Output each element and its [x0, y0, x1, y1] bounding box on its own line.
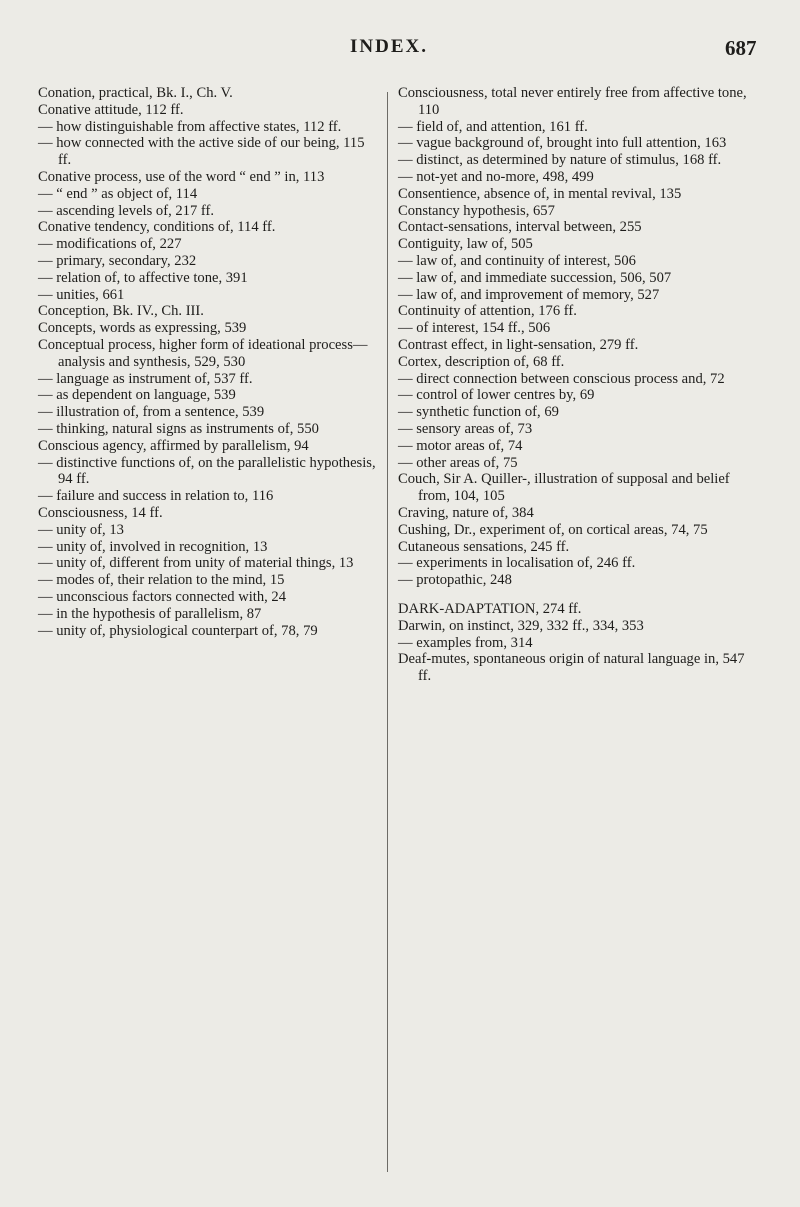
index-entry: — how connected with the active side of our being, 115 ff. [38, 135, 365, 169]
index-entry: Craving, nature of, 384 [398, 504, 534, 521]
index-entry: — unity of, involved in recognition, 13 [38, 538, 268, 555]
index-entry: Cushing, Dr., experiment of, on cortical areas, 74, 75 [398, 521, 708, 538]
index-entry: Conative attitude, 112 ff. [38, 101, 184, 118]
index-entry: — modifications of, 227 [38, 236, 182, 253]
index-entry: Cutaneous sensations, 245 ff. [398, 538, 570, 555]
index-entry: — how distinguishable from affective states, 112 ff. [38, 118, 342, 135]
index-entry: — primary, secondary, 232 [38, 252, 197, 269]
index-entry: — distinct, as determined by nature of stimulus, 168 ff. [398, 152, 722, 169]
index-entry: Consciousness, total never entirely free from affective tone, 110 [398, 85, 747, 118]
index-entry: — unity of, physiological counterpart of, 78, 79 [38, 622, 318, 639]
index-entry: — law of, and immediate succession, 506, 507 [398, 269, 672, 286]
index-entry: Cortex, description of, 68 ff. [398, 353, 565, 370]
index-entry: — thinking, natural signs as instruments of, 550 [38, 420, 319, 437]
index-entry: Contrast effect, in light-sensation, 279 ff. [398, 336, 639, 353]
index-entry: — “ end ” as object of, 114 [38, 185, 198, 202]
index-entry: Contiguity, law of, 505 [398, 236, 533, 253]
index-entry: — language as instrument of, 537 ff. [38, 370, 253, 387]
index-entry: — as dependent on language, 539 [38, 387, 236, 404]
index-entry: — modes of, their relation to the mind, 15 [38, 572, 285, 589]
left-column [38, 85, 378, 639]
index-entry: — of interest, 154 ff., 506 [398, 320, 551, 337]
index-entry: — sensory areas of, 73 [398, 420, 533, 437]
index-entry: — vague background of, brought into full attention, 163 [398, 135, 727, 152]
page-number: 687 [725, 36, 757, 60]
column-divider [387, 92, 388, 1172]
index-entry: — relation of, to affective tone, 391 [38, 269, 248, 286]
index-entry: — experiments in localisation of, 246 ff. [398, 555, 636, 572]
index-entry: — examples from, 314 [398, 634, 533, 651]
index-entry: Darwin, on instinct, 329, 332 ff., 334, 353 [398, 617, 644, 634]
index-entry: Constancy hypothesis, 657 [398, 202, 555, 219]
index-entry: Continuity of attention, 176 ff. [398, 303, 577, 320]
index-entry: Contact-sensations, interval between, 255 [398, 219, 642, 236]
index-entry: DARK-ADAPTATION, 274 ff. [398, 600, 582, 617]
index-entry: — in the hypothesis of parallelism, 87 [38, 605, 262, 622]
index-entry: Consciousness, 14 ff. [38, 504, 163, 521]
index-entry: — illustration of, from a sentence, 539 [38, 404, 265, 421]
index-entry: — control of lower centres by, 69 [398, 387, 595, 404]
index-entry: Conceptual process, higher form of ideational process—analysis and synthesis, 529, 530 [38, 336, 368, 370]
index-entry: — unity of, 13 [38, 521, 124, 538]
index-entry: — motor areas of, 74 [398, 437, 523, 454]
index-entry: — direct connection between conscious process and, 72 [398, 370, 725, 387]
index-entry: — synthetic function of, 69 [398, 404, 559, 421]
index-entry: Deaf-mutes, spontaneous origin of natural language in, 547 ff. [398, 651, 745, 685]
index-entry: Conation, practical, Bk. I., Ch. V. [38, 85, 233, 101]
page-header [0, 36, 800, 66]
index-entry: — unconscious factors connected with, 24 [38, 588, 287, 605]
index-entry: Conscious agency, affirmed by parallelism, 94 [38, 437, 309, 454]
index-entry: — not-yet and no-more, 498, 499 [398, 168, 594, 185]
index-entry: Concepts, words as expressing, 539 [38, 320, 247, 337]
index-entry: — law of, and continuity of interest, 506 [398, 252, 636, 269]
index-entry: Consentience, absence of, in mental revival, 135 [398, 185, 682, 202]
index-entry: — unities, 661 [38, 286, 125, 303]
index-entry: Conative tendency, conditions of, 114 ff. [38, 219, 276, 236]
index-entry: — ascending levels of, 217 ff. [38, 202, 215, 219]
running-head: INDEX. [350, 36, 428, 57]
index-entry: — unity of, different from unity of material things, 13 [38, 555, 354, 572]
index-entry: — distinctive functions of, on the parallelistic hypothesis, 94 ff. [38, 454, 376, 488]
index-entry: Conative process, use of the word “ end ” in, 113 [38, 168, 325, 185]
index-entry: Couch, Sir A. Quiller-, illustration of supposal and belief from, 104, 105 [398, 471, 730, 505]
index-entry: — field of, and attention, 161 ff. [398, 118, 588, 135]
right-column [398, 85, 750, 685]
index-entry: — law of, and improvement of memory, 527 [398, 286, 660, 303]
index-entry: — protopathic, 248 [398, 572, 512, 589]
index-entry: — failure and success in relation to, 116 [38, 488, 274, 505]
index-entry: — other areas of, 75 [398, 454, 518, 471]
index-entry: Conception, Bk. IV., Ch. III. [38, 303, 204, 320]
